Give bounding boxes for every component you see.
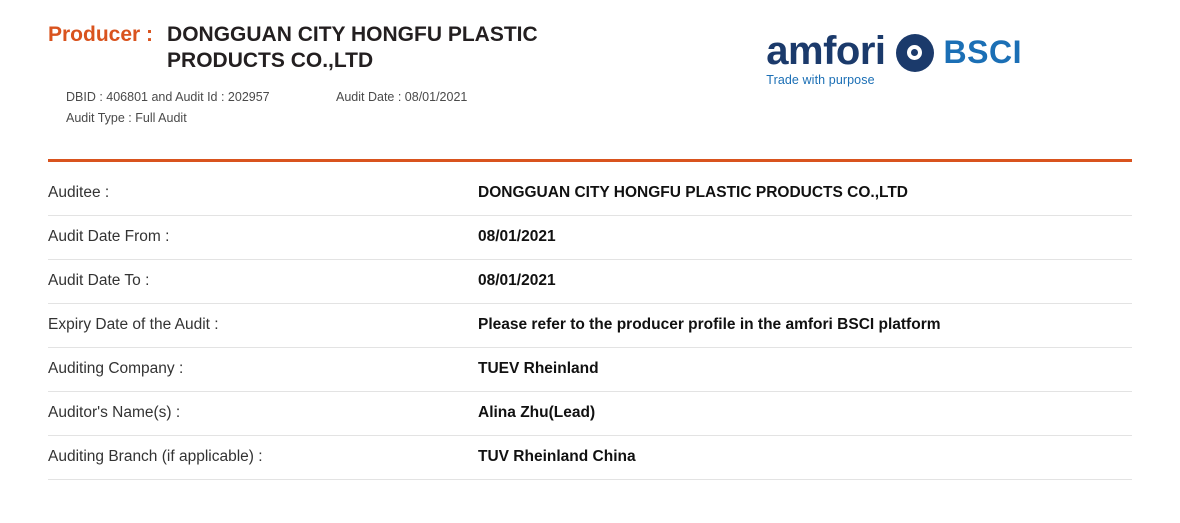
row-label: Auditing Company :: [48, 360, 184, 378]
producer-label: Producer :: [48, 23, 154, 46]
row-label: Auditor's Name(s) :: [48, 404, 181, 422]
table-row: [48, 304, 1132, 348]
dbid-audit-id-text: DBID : 406801 and Audit Id : 202957: [66, 89, 270, 104]
bsci-text: BSCI: [943, 34, 1022, 70]
row-label: Auditing Branch (if applicable) :: [48, 448, 263, 466]
table-row: [48, 392, 1132, 436]
row-value: TUEV Rheinland: [478, 360, 599, 378]
row-label: Expiry Date of the Audit :: [48, 316, 219, 334]
row-value: 08/01/2021: [478, 272, 556, 290]
row-label: Audit Date To :: [48, 272, 150, 290]
audit-type-text: Audit Type : Full Audit: [66, 111, 187, 126]
amfori-circle-inner-icon: [907, 45, 922, 60]
producer-name: DONGGUAN CITY HONGFU PLASTIC PRODUCTS CO.,LTD: [167, 23, 538, 73]
audit-info-table: [48, 172, 1132, 480]
row-value: Please refer to the producer profile in the amfori BSCI platform: [478, 316, 941, 334]
row-value: DONGGUAN CITY HONGFU PLASTIC PRODUCTS CO.,LTD: [478, 184, 908, 202]
amfori-wordmark: [766, 29, 886, 87]
amfori-tagline: Trade with purpose: [766, 73, 875, 87]
producer-block: [48, 22, 597, 129]
document-header: [0, 0, 1180, 129]
row-label: Audit Date From :: [48, 228, 170, 246]
amfori-bsci-logo: [766, 29, 1022, 87]
row-label: Auditee :: [48, 184, 110, 202]
table-row: [48, 216, 1132, 260]
header-meta-row-ids: [66, 87, 597, 108]
producer-line: [48, 22, 597, 75]
row-value: TUV Rheinland China: [478, 448, 636, 466]
row-value: Alina Zhu(Lead): [478, 404, 596, 422]
audit-date-text: Audit Date : 08/01/2021: [336, 89, 468, 104]
table-row: [48, 260, 1132, 304]
header-divider: [48, 159, 1132, 162]
table-row: [48, 436, 1132, 480]
amfori-text: amfori: [766, 29, 886, 73]
amfori-circle-icon: [896, 34, 934, 72]
table-row: [48, 172, 1132, 216]
header-meta: [66, 87, 597, 129]
row-value: 08/01/2021: [478, 228, 556, 246]
table-row: [48, 348, 1132, 392]
